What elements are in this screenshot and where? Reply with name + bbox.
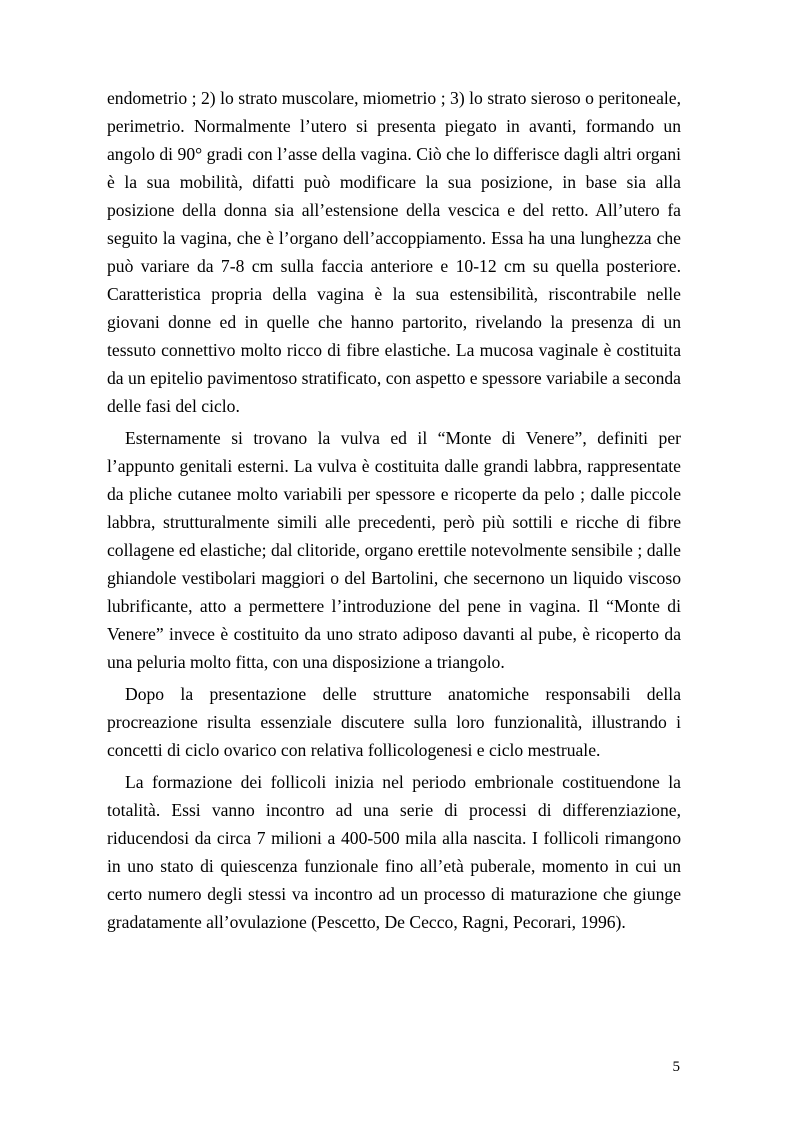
paragraph-external-genitalia: Esternamente si trovano la vulva ed il “Monte di Venere”, definiti per l’appunto genitali esterni. La vulva è costituita dalle grandi labbra, rappresentate da pliche cutanee molto variabili per spessore e ricoperte da pelo ; dalle piccole labbra, strutturalmente simili alle precedenti, però più sottili e ricche di fibre collagene ed elastiche; dal clitoride, organo erettile notevolmente sensibile ; dalle ghiandole vestibolari maggiori o del Bartolini, che secernono un liquido viscoso lubrificante, atto a permettere l’introduzione del pene in vagina. Il “Monte di Venere” invece è costituito da uno strato adiposo davanti al pube, è ricoperto da una peluria molto fitta, con una disposizione a triangolo. <box>107 428 681 672</box>
paragraph-follicle-formation: La formazione dei follicoli inizia nel periodo embrionale costituendone la totalità. Essi vanno incontro ad una serie di processi di differenziazione, riducendosi da circa 7 milioni a 400-500 mila alla nascita. I follicoli rimangono in uno stato di quiescenza funzionale fino all’età puberale, momento in cui un certo numero degli stessi va incontro ad un processo di maturazione che giunge gradatamente all’ovulazione (Pescetto, De Cecco, Ragni, Pecorari, 1996). <box>107 772 681 932</box>
paragraph-continuation: endometrio ; 2) lo strato muscolare, miometrio ; 3) lo strato sieroso o peritoneale, perimetrio. Normalmente l’utero si presenta piegato in avanti, formando un angolo di 90° gradi con l’asse della vagina. Ciò che lo differisce dagli altri organi è la sua mobilità, difatti può modificare la sua posizione, in base sia alla posizione della donna sia all’estensione della vescica e del retto. All’utero fa seguito la vagina, che è l’organo dell’accoppiamento. Essa ha una lunghezza che può variare da 7-8 cm sulla faccia anteriore e 10-12 cm su quella posteriore. Caratteristica propria della vagina è la sua estensibilità, riscontrabile nelle giovani donne ed in quelle che hanno partorito, rivelando la presenza di un tessuto connettivo molto ricco di fibre elastiche. La mucosa vaginale è costituita da un epitelio pavimentoso stratificato, con aspetto e spessore variabile a seconda delle fasi del ciclo. <box>107 88 681 416</box>
paragraph-procreation-function: Dopo la presentazione delle strutture anatomiche responsabili della procreazione risulta essenziale discutere sulla loro funzionalità, illustrando i concetti di ciclo ovarico con relativa follicologenesi e ciclo mestruale. <box>107 684 681 760</box>
body-text <box>107 84 681 940</box>
page-number: 5 <box>672 1059 680 1075</box>
